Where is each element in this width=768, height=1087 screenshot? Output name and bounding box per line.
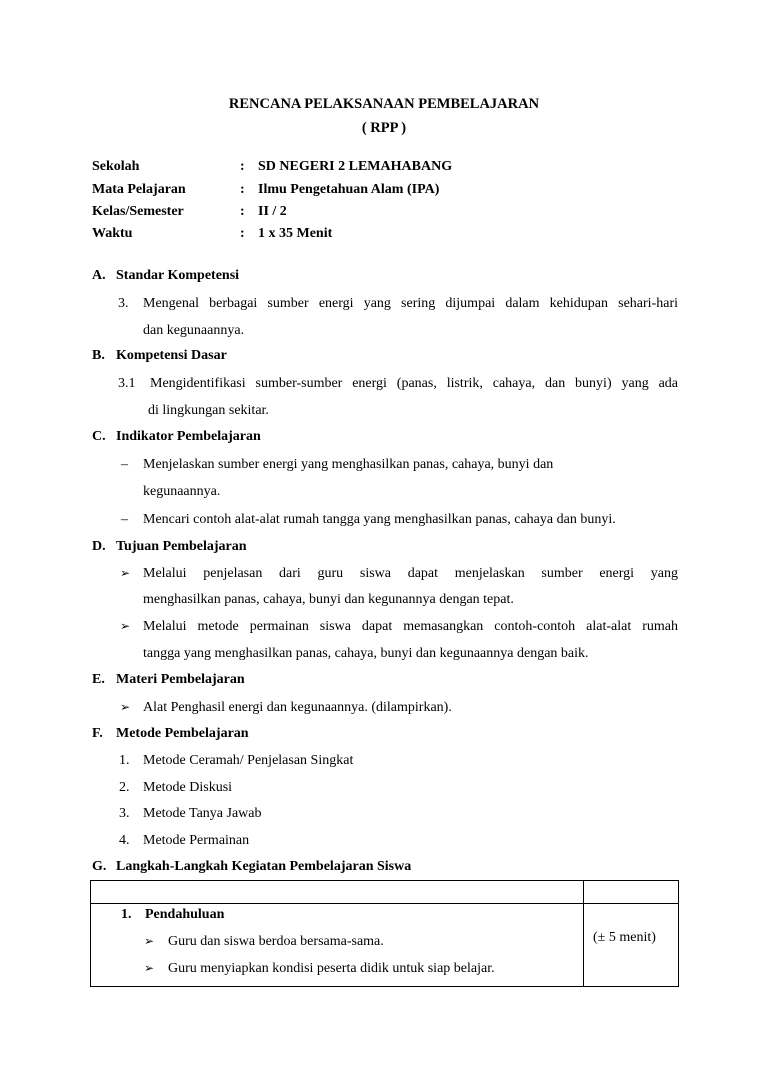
section-title: Metode Pembelajaran — [116, 726, 249, 741]
arrow-bullet-icon: ➢ — [120, 566, 131, 580]
info-colon: : — [240, 226, 245, 241]
info-value-waktu: 1 x 35 Menit — [258, 226, 333, 241]
section-letter: B. — [92, 348, 105, 363]
list-number: 4. — [119, 833, 130, 848]
kegiatan-heading: Pendahuluan — [145, 907, 225, 922]
table-header-cell — [584, 881, 679, 904]
list-number: 3.1 — [118, 376, 136, 391]
info-label-sekolah: Sekolah — [92, 159, 140, 174]
metode-item-1: Metode Ceramah/ Penjelasan Singkat — [143, 753, 354, 768]
info-value-kelas: II / 2 — [258, 204, 287, 219]
document-subtitle: ( RPP ) — [361, 120, 407, 136]
time-allocation: (± 5 menit) — [593, 930, 656, 945]
table-header-row — [91, 881, 679, 904]
list-number: 3. — [119, 806, 130, 821]
metode-item-2: Metode Diskusi — [143, 780, 233, 795]
standar-kompetensi-text: Mengenal berbagai sumber energi yang sering dijumpai dalam kehidupan sehari-hari — [143, 296, 678, 311]
info-label-kelas: Kelas/Semester — [92, 204, 184, 219]
section-title: Indikator Pembelajaran — [116, 429, 261, 444]
section-title: Materi Pembelajaran — [116, 672, 245, 687]
indikator-item-1: Menjelaskan sumber energi yang menghasilkan panas, cahaya, bunyi dan — [143, 457, 554, 472]
info-value-sekolah: SD NEGERI 2 LEMAHABANG — [258, 159, 453, 174]
metode-item-4: Metode Permainan — [143, 833, 250, 848]
arrow-bullet-icon: ➢ — [144, 961, 155, 975]
indikator-item-1-cont: kegunaannya. — [143, 484, 221, 499]
tujuan-item-1-cont: menghasilkan panas, cahaya, bunyi dan kegunannya dengan tepat. — [143, 592, 514, 607]
section-f-heading — [92, 726, 249, 742]
info-label-mapel: Mata Pelajaran — [92, 182, 186, 197]
list-number: 1. — [119, 753, 130, 768]
section-c-heading — [92, 429, 261, 445]
section-b-heading — [92, 348, 227, 364]
section-title: Kompetensi Dasar — [116, 348, 227, 363]
section-letter: C. — [92, 429, 106, 444]
kegiatan-table — [90, 880, 679, 987]
section-letter: A. — [92, 268, 106, 283]
arrow-bullet-icon: ➢ — [144, 934, 155, 948]
standar-kompetensi-text-cont: dan kegunaannya. — [143, 323, 245, 338]
arrow-bullet-icon: ➢ — [120, 700, 131, 714]
dash-bullet: – — [121, 512, 128, 527]
section-title: Tujuan Pembelajaran — [116, 539, 247, 554]
section-letter: G. — [92, 859, 107, 874]
tujuan-item-2: Melalui metode permainan siswa dapat memasangkan contoh-contoh alat-alat rumah — [143, 619, 678, 634]
waktu-cell — [584, 904, 679, 987]
info-label-waktu: Waktu — [92, 226, 133, 241]
section-letter: D. — [92, 539, 106, 554]
document-title: RENCANA PELAKSANAAN PEMBELAJARAN — [228, 96, 540, 112]
kegiatan-item-2: Guru menyiapkan kondisi peserta didik untuk siap belajar. — [168, 961, 495, 976]
section-g-heading — [92, 859, 411, 875]
arrow-bullet-icon: ➢ — [120, 619, 131, 633]
section-title: Langkah-Langkah Kegiatan Pembelajaran Siswa — [116, 859, 412, 874]
section-d-heading — [92, 539, 247, 555]
indikator-item-2: Mencari contoh alat-alat rumah tangga yang menghasilkan panas, cahaya dan bunyi. — [143, 512, 616, 527]
table-header-cell — [91, 881, 584, 904]
section-a-heading — [92, 268, 239, 284]
info-value-mapel: Ilmu Pengetahuan Alam (IPA) — [258, 182, 440, 197]
tujuan-item-1: Melalui penjelasan dari guru siswa dapat menjelaskan sumber energi yang — [143, 566, 678, 581]
section-letter: F. — [92, 726, 103, 741]
kegiatan-cell — [91, 904, 584, 987]
info-colon: : — [240, 159, 245, 174]
section-e-heading — [92, 672, 245, 688]
section-title: Standar Kompetensi — [116, 268, 240, 283]
info-colon: : — [240, 182, 245, 197]
table-row — [91, 904, 679, 987]
tujuan-item-2-cont: tangga yang menghasilkan panas, cahaya, bunyi dan kegunaannya dengan baik. — [143, 646, 589, 661]
kompetensi-dasar-text: Mengidentifikasi sumber-sumber energi (panas, listrik, cahaya, dan bunyi) yang ada — [150, 376, 678, 391]
info-colon: : — [240, 204, 245, 219]
kompetensi-dasar-text-cont: di lingkungan sekitar. — [148, 403, 269, 418]
dash-bullet: – — [121, 457, 128, 472]
section-letter: E. — [92, 672, 105, 687]
kegiatan-item-1: Guru dan siswa berdoa bersama-sama. — [168, 934, 384, 949]
materi-item-1: Alat Penghasil energi dan kegunaannya. (dilampirkan). — [143, 700, 452, 715]
list-number: 3. — [118, 296, 129, 311]
metode-item-3: Metode Tanya Jawab — [143, 806, 262, 821]
list-number: 2. — [119, 780, 130, 795]
list-number: 1. — [121, 907, 132, 922]
